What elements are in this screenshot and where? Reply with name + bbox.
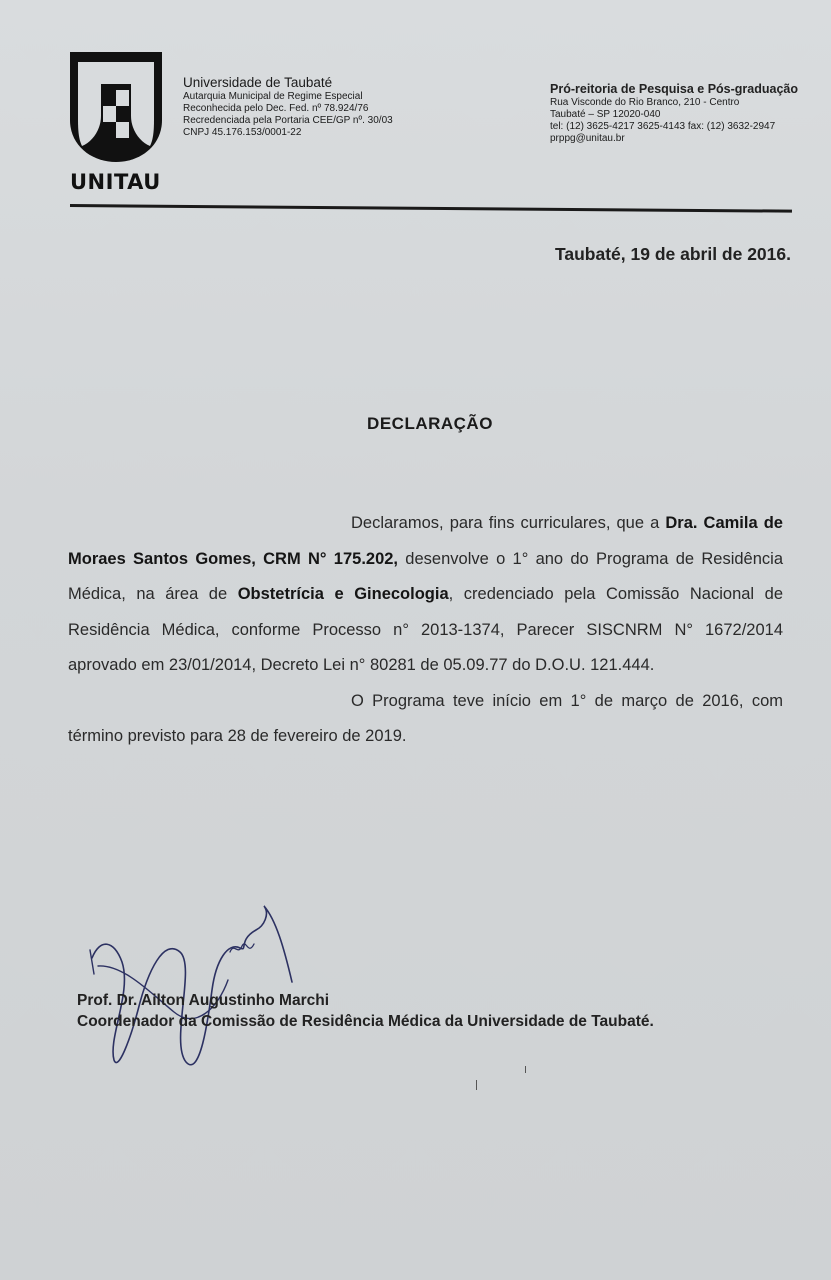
institution-info <box>183 77 393 139</box>
department-line: prppg@unitau.br <box>550 133 625 144</box>
signer-name: Prof. Dr. Ailton Augustinho Marchi <box>77 992 330 1009</box>
paper-mark <box>525 1066 526 1073</box>
p1-mid: desenvolve o 1° ano do Programa de Residência Médica, na área de <box>68 549 783 603</box>
doctor-name: Dra. Camila de Moraes Santos Gomes, CRM N° 175.202, <box>68 514 783 568</box>
institution-line: Reconhecida pelo Dec. Fed. nº 78.924/76 <box>183 103 369 114</box>
department-name: Pró-reitoria de Pesquisa e Pós-graduação <box>550 82 798 96</box>
department-info <box>550 83 798 145</box>
document-date: Taubaté, 19 de abril de 2016. <box>554 244 791 264</box>
institution-line: CNPJ 45.176.153/0001-22 <box>183 127 302 138</box>
header-divider <box>70 204 792 213</box>
paper-mark <box>476 1080 477 1090</box>
p1-intro: Declaramos, para fins curriculares, que a <box>351 514 666 532</box>
institution-line: Autarquia Municipal de Regime Especial <box>183 91 363 102</box>
declaration-paragraph-2: O Programa teve início em 1° de março de 2016, com término previsto para 28 de fevereiro de 2019. <box>68 691 783 745</box>
logo-wordmark: UNITAU <box>70 170 161 194</box>
p1-end: , credenciado pela Comissão Nacional de Residência Médica, conforme Processo n° 2013-1374, Parecer SISCNRM N° 1672/2014 aprovado em 23/01/2014, Decreto Lei n° 80281 de 05.09.77 do D.O.U. 121.444. <box>68 585 783 674</box>
specialty-area: Obstetrícia e Ginecologia <box>237 585 449 603</box>
signer-block <box>77 990 654 1032</box>
institution-name: Universidade de Taubaté <box>183 75 333 90</box>
declaration-body <box>68 506 783 755</box>
document-title: DECLARAÇÃO <box>367 414 493 433</box>
university-logo <box>68 50 164 194</box>
unitau-shield-icon <box>68 50 164 166</box>
declaration-paragraph-1 <box>68 506 783 684</box>
department-line: tel: (12) 3625-4217 3625-4143 fax: (12) 3632-2947 <box>550 121 776 132</box>
signer-role: Coordenador da Comissão de Residência Médica da Universidade de Taubaté. <box>77 1013 654 1030</box>
institution-line: Recredenciada pela Portaria CEE/GP nº. 30/03 <box>183 115 393 126</box>
department-line: Rua Visconde do Rio Branco, 210 - Centro <box>550 97 740 108</box>
department-line: Taubaté – SP 12020-040 <box>550 109 661 120</box>
